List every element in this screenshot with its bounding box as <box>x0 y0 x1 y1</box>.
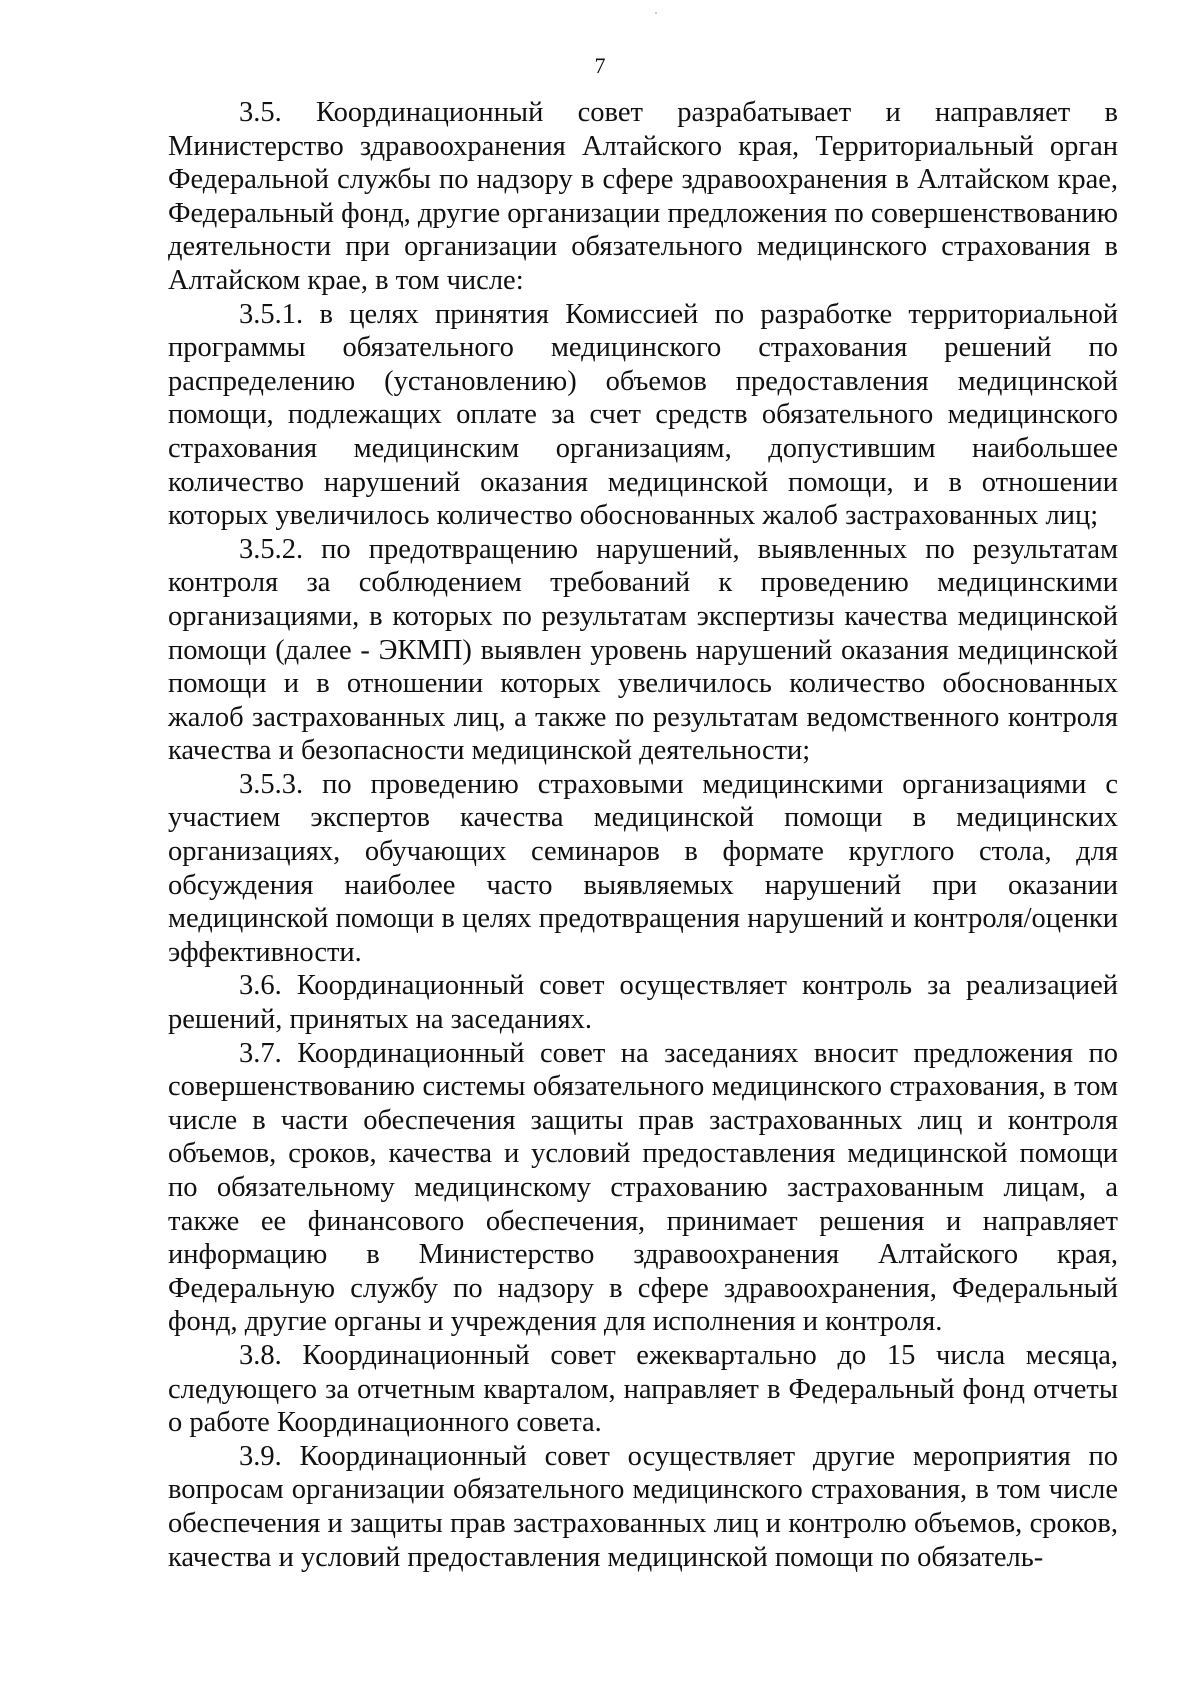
paragraph-3-9: 3.9. Координационный совет осуществляет другие мероприятия по вопросам организации обязательного медицинского страхования, в том числе обеспечения и защиты прав застрахованных лиц и контролю объемов, сроков, качества и условий предоставления медицинской помощи по обязатель- <box>168 1440 1118 1573</box>
paragraph-3-5-3: 3.5.3. по проведению страховыми медицинскими организациями с участием экспертов качества медицинской помощи в медицинских организациях, обучающих семинаров в формате круглого стола, для обсуждения наиболее часто выявляемых нарушений при оказании медицинской помощи в целях предотвращения нарушений и контроля/оценки эффективности. <box>168 768 1118 968</box>
paragraph-3-5: 3.5. Координационный совет разрабатывает и направляет в Министерство здравоохранения Алтайского края, Территориальный орган Федеральной службы по надзору в сфере здравоохранения в Алтайском крае, Федеральный фонд, другие организации предложения по совершенствованию деятельности при организации обязательного медицинского страхования в Алтайском крае, в том числе: <box>168 97 1118 296</box>
paragraph-3-8: 3.8. Координационный совет ежеквартально до 15 числа месяца, следующего за отчетным кварталом, направляет в Федеральный фонд отчеты о работе Координационного совета. <box>168 1339 1118 1439</box>
paragraph-3-5-1: 3.5.1. в целях принятия Комиссией по разработке территориальной программы обязательного медицинского страхования решений по распределению (установлению) объемов предоставления медицинской помощи, подлежащих оплате за счет средств обязательного медицинского страхования медицинским организациям, допустившим наибольшее количество нарушений оказания медицинской помощи, и в отношении которых увеличилось количество обоснованных жалоб застрахованных лиц; <box>168 298 1118 532</box>
scan-speck <box>655 12 657 14</box>
page-number: 7 <box>594 53 606 78</box>
document-body <box>168 96 1118 1574</box>
paragraph-3-7: 3.7. Координационный совет на заседаниях вносит предложения по совершенствованию системы обязательного медицинского страхования, в том числе в части обеспечения защиты прав застрахованных лиц и контроля объемов, сроков, качества и условий предоставления медицинской помощи по обязательному медицинскому страхованию застрахованным лицам, а также ее финансового обеспечения, принимает решения и направляет информацию в Министерство здравоохранения Алтайского края, Федеральную службу по надзору в сфере здравоохранения, Федеральный фонд, другие органы и учреждения для исполнения и контроля. <box>168 1037 1118 1338</box>
paragraph-3-6: 3.6. Координационный совет осуществляет контроль за реализацией решений, принятых на заседаниях. <box>168 970 1118 1036</box>
paragraph-3-5-2: 3.5.2. по предотвращению нарушений, выявленных по результатам контроля за соблюдением требований к проведению медицинскими организациями, в которых по результатам экспертизы качества медицинской помощи (далее - ЭКМП) выявлен уровень нарушений оказания медицинской помощи и в отношении которых увеличилось количество обоснованных жалоб застрахованных лиц, а также по результатам ведомственного контроля качества и безопасности медицинской деятельности; <box>168 533 1118 767</box>
